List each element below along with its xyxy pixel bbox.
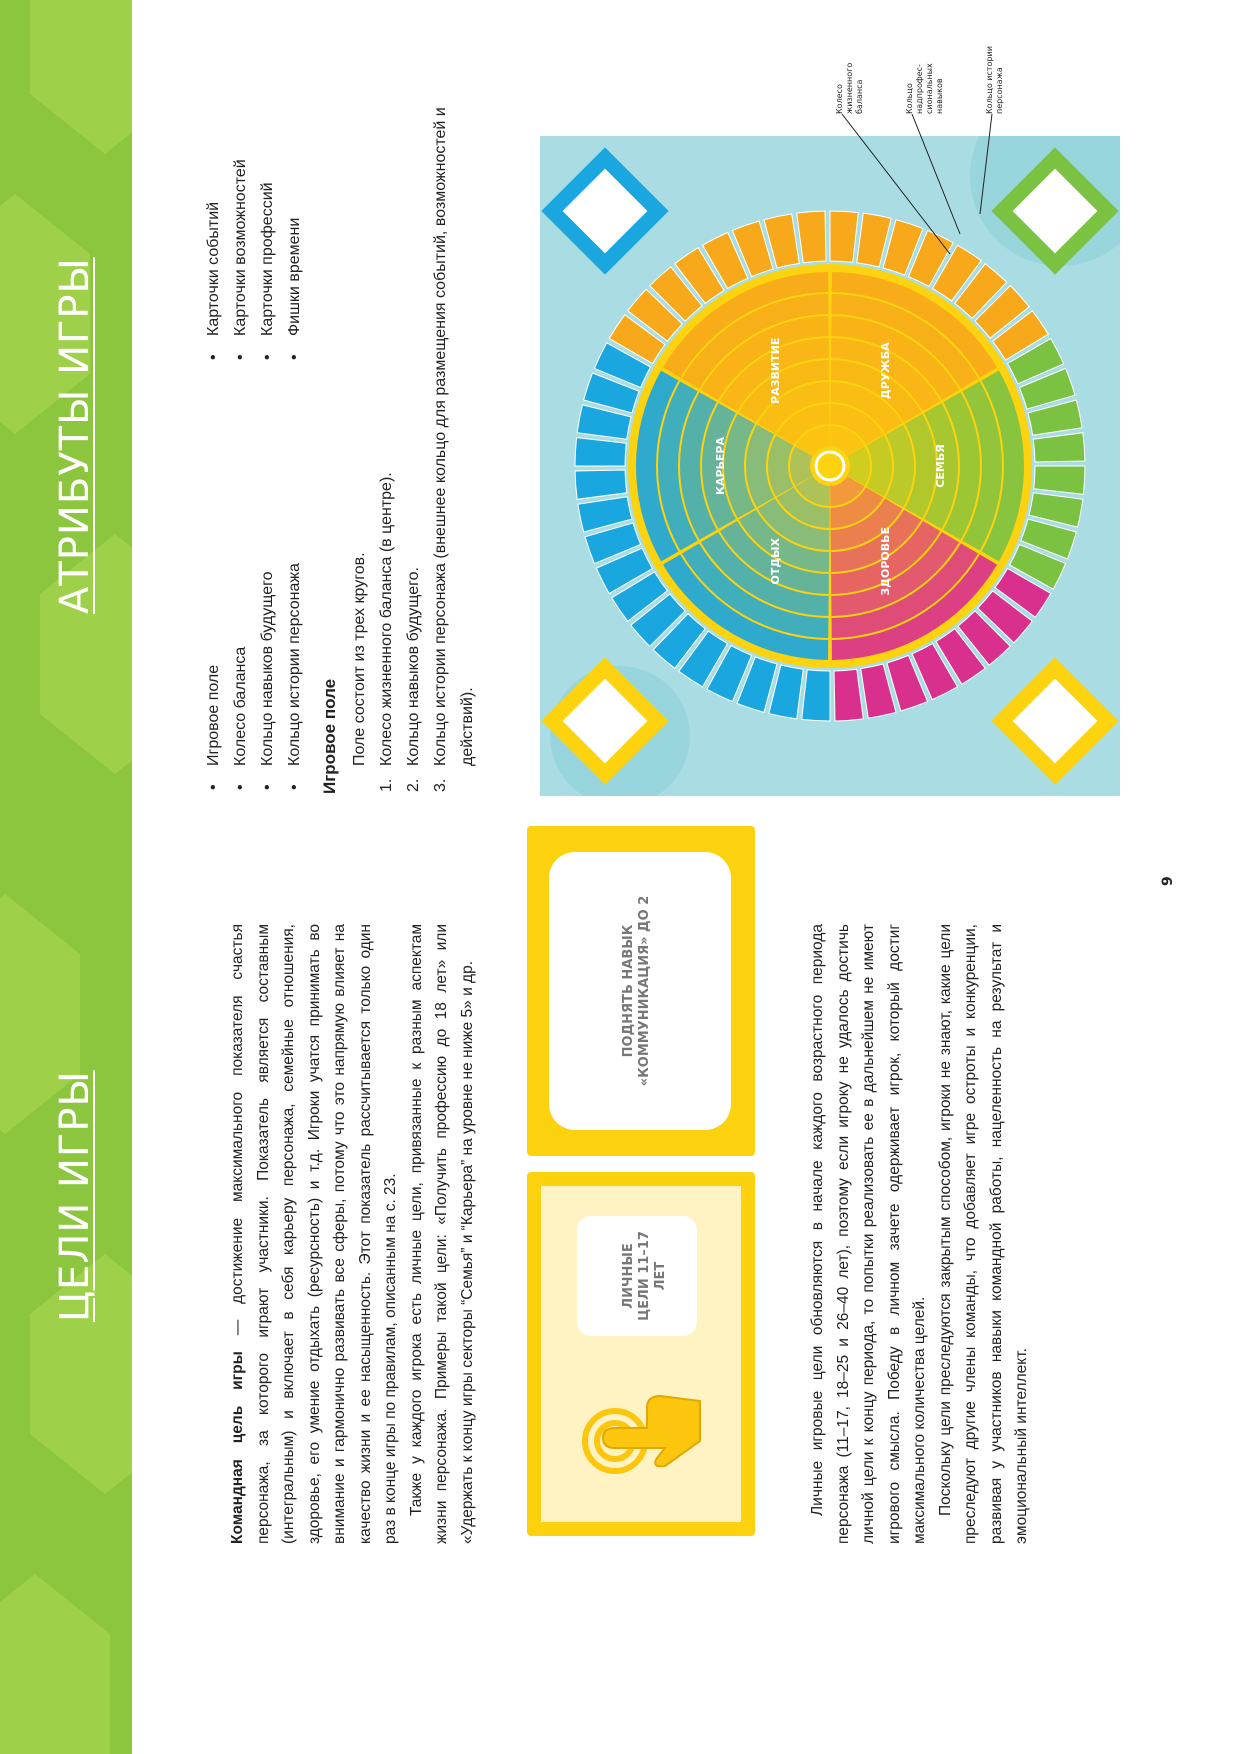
list-item: • Кольцо навыков будущего: [254, 464, 281, 794]
callout-balance-wheel: Колесо жизненного баланса: [835, 62, 864, 114]
hex-decoration: [0, 1574, 110, 1754]
callout-leaders: [820, 104, 1020, 254]
goals-paragraph-2: Также у каждого игрока есть личные цели, привязанные к разным аспектам жизни персонажа. Примеры такой цели: «Получить профессию до 18 лет» или «Удержать к концу игры секторы “Семья” и “Карьера” на уровне не ниже 5» и др.: [407, 924, 476, 1544]
hex-decoration: [30, 0, 132, 154]
list-item: • Карточки профессий: [254, 34, 281, 364]
page-number: 9: [1160, 876, 1176, 886]
header-band: [0, 0, 132, 1754]
goals-text-top: [225, 924, 480, 1544]
skill-goal-card-inner: [549, 852, 731, 1130]
wheel-sector-label: ОТДЫХ: [769, 537, 782, 585]
goals-lead: Командная цель игры: [229, 1351, 246, 1544]
section-title-goals: ЦЕЛИ ИГРЫ: [52, 1070, 98, 1322]
field-heading: Игровое поле: [320, 678, 339, 794]
ring-item: 3. Кольцо истории персонажа (внешнее кольцо для размещения событий, возможностей и действий).: [432, 107, 476, 792]
history-ring-tile: [802, 670, 830, 721]
list-item: • Карточки возможностей: [227, 34, 254, 364]
callout-skills-ring: Кольцо надпрофес-сиональных навыков: [905, 63, 944, 114]
ring-item: 1. Колесо жизненного баланса (в центре).: [378, 472, 395, 792]
goals-paragraph-3: Личные игровые цели обновляются в начале каждого возрастного периода персонажа (11–17, 18–25 и 26–40 лет), поэтому если игроку не удалось достичь личной цели к концу периода, то попытки реализовать ее в дальнейшем не имеют игрового смысла. Победу в личном зачете одерживает игрок, который достиг максимального количества целей.: [809, 924, 928, 1544]
list-item: • Карточки событий: [200, 34, 227, 364]
callout-history-ring: Кольцо истории персонажа: [985, 46, 1004, 114]
list-item: • Игровое поле: [200, 464, 227, 794]
goals-text-bottom: [805, 924, 1035, 1544]
attributes-list-right: [200, 34, 308, 364]
skill-goal-label: ПОДНЯТЬ НАВЫК «КОММУНИКАЦИЯ» ДО 2: [621, 895, 652, 1087]
history-ring-tile: [1034, 466, 1085, 494]
goals-paragraph-1: — достижение максимального показателя счастья персонажа, за которого играют участники. Показатель является составным (интегральным) и включает в себя карьеру персонажа, семейные отношения, здоровье, его умение отдыхать (ресурсность) и т.д. Игроки учатся принимать во внимание и гармонично развивать все сферы, потому что это напрямую влияет на качество жизни и ее насыщенность. Этот показатель рассчитывается только один раз в конце игры по правилам, описанным на с. 23.: [229, 924, 399, 1544]
personal-goals-card: [527, 1172, 755, 1536]
wheel-sector-label: СЕМЬЯ: [934, 444, 947, 488]
ring-item: 2. Кольцо навыков будущего.: [405, 567, 422, 792]
list-item: • Колесо баланса: [227, 464, 254, 794]
wheel-sector-label: ЗДОРОВЬЕ: [879, 526, 892, 596]
wheel-sector-label: ДРУЖБА: [879, 342, 892, 400]
goals-paragraph-4: Поскольку цели преследуются закрытым способом, игроки не знают, какие цели преследуют другие члены команды, что добавляет игре остроты и конкуренции, развивая у участников навыки командной работы, нацеленность на результат и эмоциональный интеллект.: [936, 924, 1030, 1544]
rings-list: [373, 34, 481, 794]
personal-goals-label: ЛИЧНЫЕ ЦЕЛИ 11–17 ЛЕТ: [621, 1231, 668, 1321]
wheel-sector-label: КАРЬЕРА: [714, 436, 727, 496]
skill-goal-card: [527, 826, 755, 1156]
list-item: • Кольцо истории персонажа: [281, 464, 308, 794]
balance-wheel: [575, 211, 1085, 721]
wheel-hub: [816, 452, 844, 480]
field-intro: Поле состоит из трех кругов.: [351, 552, 368, 766]
history-ring-tile: [575, 438, 626, 466]
section-title-attributes: АТРИБУТЫ ИГРЫ: [52, 257, 98, 614]
personal-goals-badge: [577, 1216, 697, 1336]
tap-hand-icon: [565, 1376, 715, 1496]
attributes-list-left: [200, 464, 308, 794]
list-item: • Фишки времени: [281, 34, 308, 364]
wheel-sector-label: РАЗВИТИЕ: [769, 337, 782, 404]
field-description: [346, 34, 481, 794]
